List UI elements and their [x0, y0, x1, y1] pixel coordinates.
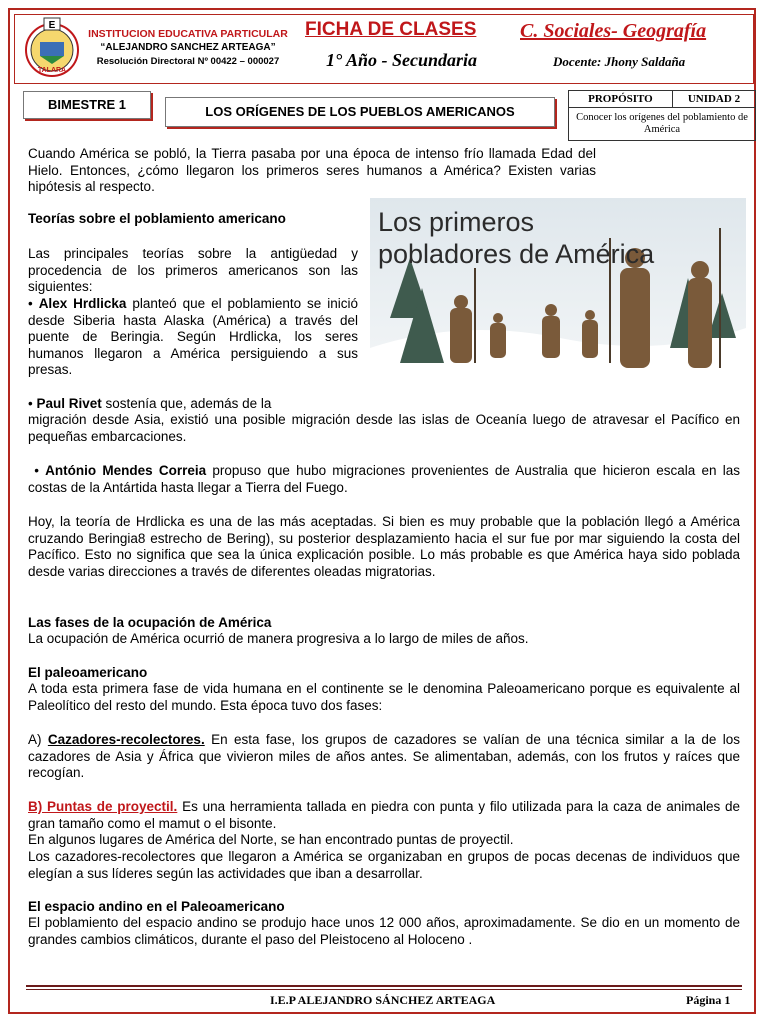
hrdlicka-text: planteó que el poblamiento se inició desde Siberia hasta Alaska (América) a través del puente de Beringia. Según Hrdlicka, los seres humanos llegaron a América persiguiendo a sus presas.: [28, 296, 359, 377]
proposito-header: PROPÓSITO: [569, 91, 673, 108]
logo-text: TALARA: [37, 67, 67, 74]
heading-paleoamericano: El paleoamericano: [28, 665, 148, 680]
cazadores-text: En esta fase, los grupos de cazadores se valían de una técnica similar a la de los cazadores de Asia y África que vivieron miles de años antes. Se alimentaban, además, con los frutos y raíces que recogían.: [28, 732, 740, 780]
puntas-text: Es una herramienta tallada en piedra con punta y filo utilizada para la caza de animales de gran tamaño como el mamut o el bisonte.: [28, 799, 741, 831]
hrdlicka-name: Alex Hrdlicka: [38, 296, 127, 311]
cazadores-paragraph: [28, 732, 740, 782]
hrdlicka-paragraph: • Alex Hrdlicka planteó que el poblamiento se inició desde Siberia hasta Alaska (América) a través del puente de Beringia. Según Hrdlicka, los seres humanos llegaron a América persiguiendo a sus presas.: [28, 296, 359, 377]
page-number: Página 1: [686, 993, 731, 1007]
resolution: Resolución Directoral Nº 00422 – 000027: [96, 56, 280, 67]
proposito-text: Conocer los orígenes del poblamiento de América: [569, 108, 756, 141]
puntas-paragraph: [28, 799, 740, 832]
bimestre-label: BIMESTRE 1: [23, 91, 151, 119]
footer-school: I.E.P ALEJANDRO SÁNCHEZ ARTEAGA: [270, 993, 496, 1007]
logo-letter: E: [48, 20, 56, 31]
image-title-line1: Los primeros: [378, 207, 535, 237]
heading-teorias: Teorías sobre el poblamiento americano: [28, 211, 286, 226]
correia-name: António Mendes Correia: [45, 463, 207, 478]
rivet-paragraph-a: • Paul Rivet sostenía que, además de la: [28, 396, 272, 411]
grade-title: 1° Año - Secundaria: [326, 50, 478, 70]
puntas-line2: En algunos lugares de América del Norte, se han encontrado puntas de proyectil.: [28, 832, 514, 847]
a-prefix: A): [28, 732, 48, 747]
image-title-line2: pobladores de América: [378, 239, 655, 269]
heading-fases: Las fases de la ocupación de América: [28, 615, 272, 630]
intro-paragraph: Cuando América se pobló, la Tierra pasaba por una época de intenso frío llamada Edad del Hielo. Entonces, ¿cómo llegaron los primeros seres humanos a América? Existen varias hipótesis al respecto.: [28, 146, 596, 194]
fases-text: La ocupación de América ocurrió de manera progresiva a lo largo de miles de años.: [28, 631, 529, 646]
rivet-name: Paul Rivet: [36, 396, 102, 411]
footer-rule: [26, 985, 742, 987]
ficha-title: FICHA DE CLASES: [305, 19, 477, 40]
rivet-text-a: sostenía que, además de la: [101, 396, 272, 411]
institution-type: INSTITUCION EDUCATIVA PARTICULAR: [88, 28, 288, 40]
school-name: “ALEJANDRO SANCHEZ ARTEAGA”: [100, 42, 276, 53]
puntas-line3: Los cazadores-recolectores que llegaron a América se organizaban en grupos de pocas decenas de individuos que elegían a sus líderes según las actividades que iban a desarrollar.: [28, 849, 740, 881]
teacher-name: Docente: Jhony Saldaña: [553, 54, 686, 69]
unidad-header: UNIDAD 2: [672, 91, 755, 108]
heading-andino: El espacio andino en el Paleoamericano: [28, 899, 285, 914]
paleo-text: A toda esta primera fase de vida humana en el continente se le denomina Paleoamericano porque es equivalente al Paleolítico del resto del mundo. Esta época tuvo dos fases:: [28, 681, 740, 713]
subject-title: C. Sociales- Geografía: [520, 20, 707, 42]
rivet-paragraph-b: migración desde Asia, existió una posible migración desde las islas de Oceanía luego de atravesar el Pacífico en pequeñas embarcaciones.: [28, 412, 740, 444]
andino-text: El poblamiento del espacio andino se produjo hace unos 12 000 años, aproximadamente. Se dio en un momento de grandes cambios climáticos, durante el paso del Pleistoceno al Holoceno .: [28, 915, 740, 947]
correia-paragraph: • António Mendes Correia propuso que hubo migraciones provenientes de Australia que hicieron escala en las costas de la Antártida hasta llegar a Tierra del Fuego.: [28, 463, 741, 495]
teorias-intro: Las principales teorías sobre la antigüedad y procedencia de los primeros americanos son las siguientes:: [28, 246, 358, 294]
puntas-title: B) Puntas de proyectil.: [28, 799, 178, 814]
school-logo: [20, 16, 84, 80]
lesson-title: LOS ORÍGENES DE LOS PUEBLOS AMERICANOS: [165, 97, 555, 127]
footer-rule-thin: [26, 989, 742, 990]
cazadores-title: Cazadores-recolectores.: [47, 732, 205, 747]
correia-text: propuso que hubo migraciones provenientes de Australia que hicieron escala en las costas de la Antártida hasta llegar a Tierra del Fuego.: [28, 463, 741, 495]
image-title: [378, 206, 654, 270]
proposito-table: [568, 90, 756, 141]
hoy-paragraph: Hoy, la teoría de Hrdlicka es una de las más aceptadas. Si bien es muy probable que la población llegó a América cruzando Beringia8 estrecho de Bering), su posterior desplazamiento hacia el sur fue por mar siguiendo la costa del Pacífico. Esto no significa que sea la única explicación posible. Lo más probable es que América haya sido poblada desde varias direcciones a través de diferentes oleadas migratorias.: [28, 514, 740, 579]
